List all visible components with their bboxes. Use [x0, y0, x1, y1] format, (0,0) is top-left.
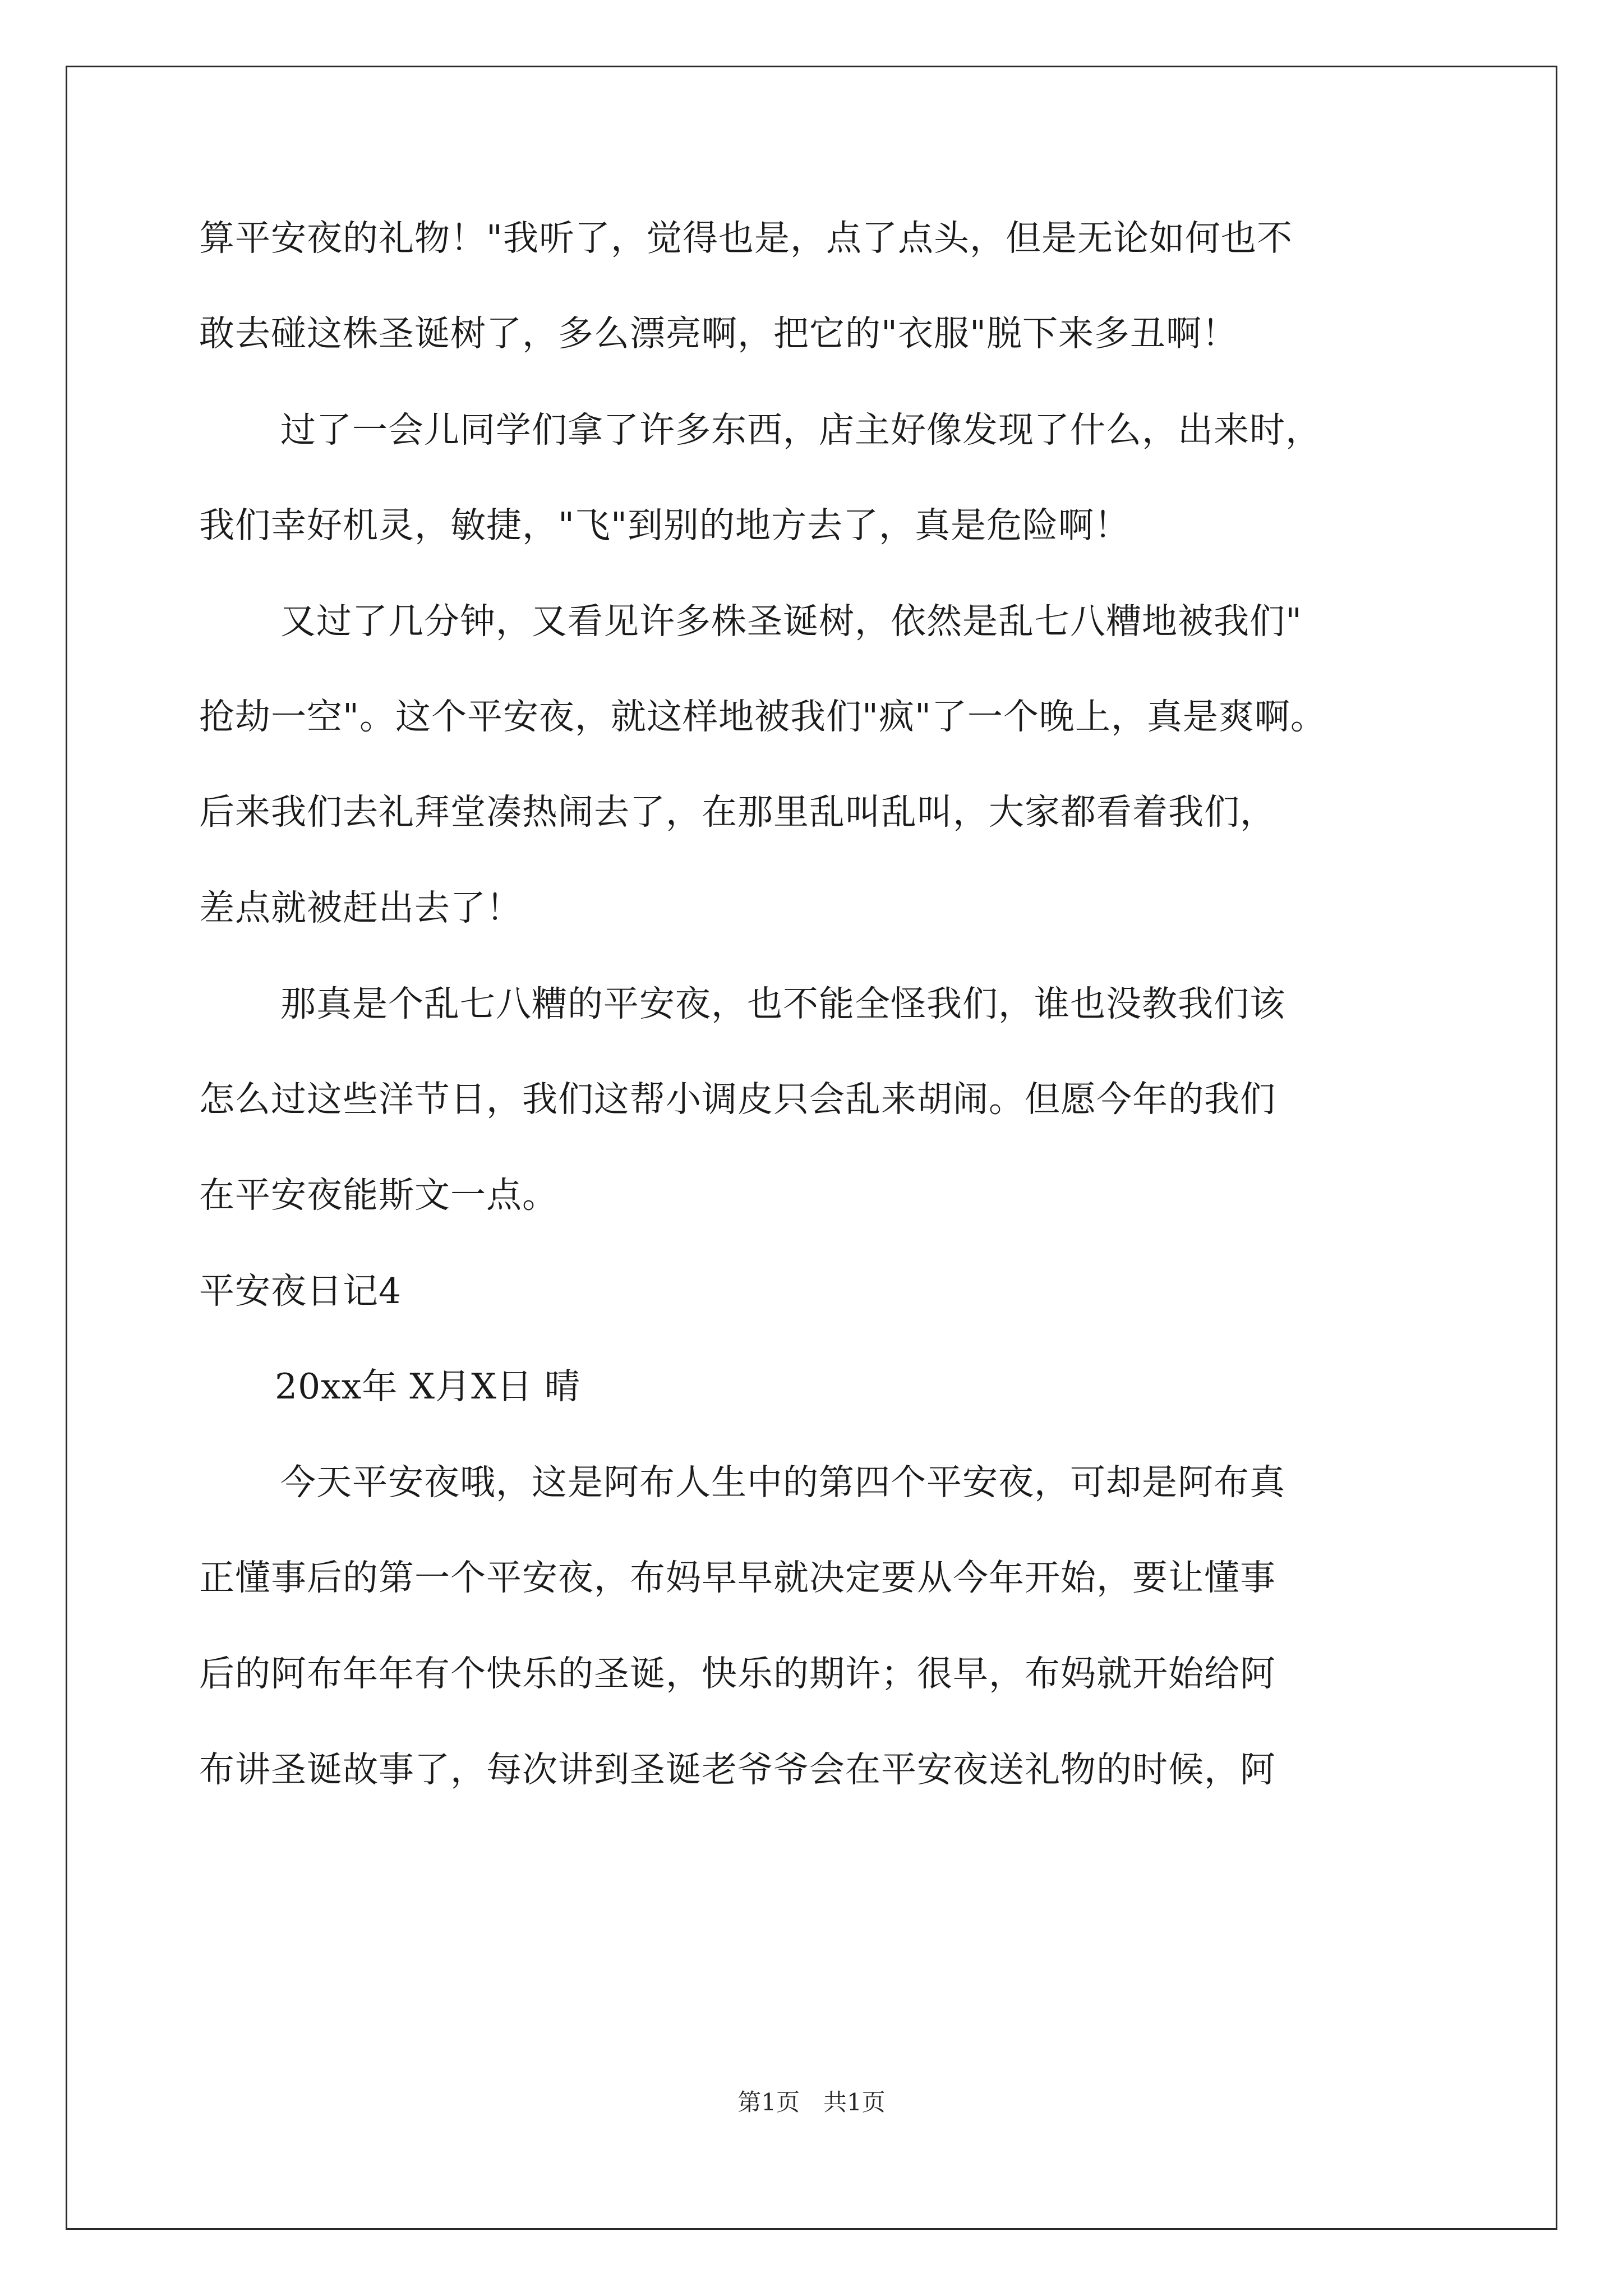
text-line: 在平安夜能斯文一点。: [199, 1175, 558, 1216]
text-line: 我们幸好机灵，敏捷，"飞"到别的地方去了，真是危险啊！: [199, 505, 1130, 546]
text-line: 敢去碰这株圣诞树了，多么漂亮啊，把它的"衣服"脱下来多丑啊！: [199, 313, 1238, 354]
text-line: 抢劫一空"。这个平安夜，就这样地被我们"疯"了一个晚上，真是爽啊。: [199, 696, 1326, 737]
paragraph-start-line: 今天平安夜哦，这是阿布人生中的第四个平安夜，可却是阿布真: [280, 1462, 1285, 1503]
text-line: 后的阿布年年有个快乐的圣诞，快乐的期许；很早，布妈就开始给阿: [199, 1653, 1276, 1694]
paragraph-start-line: 过了一会儿同学们拿了许多东西，店主好像发现了什么，出来时，: [280, 409, 1321, 450]
diary-date-line: 20xx年 X月X日 晴: [275, 1366, 580, 1407]
paragraph-start-line: 那真是个乱七八糟的平安夜，也不能全怪我们，谁也没教我们该: [280, 983, 1285, 1024]
text-line: 差点就被赶出去了！: [199, 887, 522, 928]
text-line: 布讲圣诞故事了，每次讲到圣诞老爷爷会在平安夜送礼物的时候，阿: [199, 1749, 1276, 1790]
text-line: 算平安夜的礼物！"我听了，觉得也是，点了点头，但是无论如何也不: [199, 218, 1293, 259]
text-line: 后来我们去礼拜堂凑热闹去了，在那里乱叫乱叫，大家都看着我们，: [199, 792, 1276, 832]
text-line: 怎么过这些洋节日，我们这帮小调皮只会乱来胡闹。但愿今年的我们: [199, 1079, 1276, 1120]
paragraph-start-line: 又过了几分钟，又看见许多株圣诞树，依然是乱七八糟地被我们": [280, 601, 1302, 642]
page-border: [66, 66, 1557, 2230]
page-footer: 第1页 共1页: [737, 2088, 886, 2116]
section-heading: 平安夜日记4: [199, 1271, 402, 1312]
text-line: 正懂事后的第一个平安夜，布妈早早就决定要从今年开始，要让懂事: [199, 1557, 1276, 1598]
